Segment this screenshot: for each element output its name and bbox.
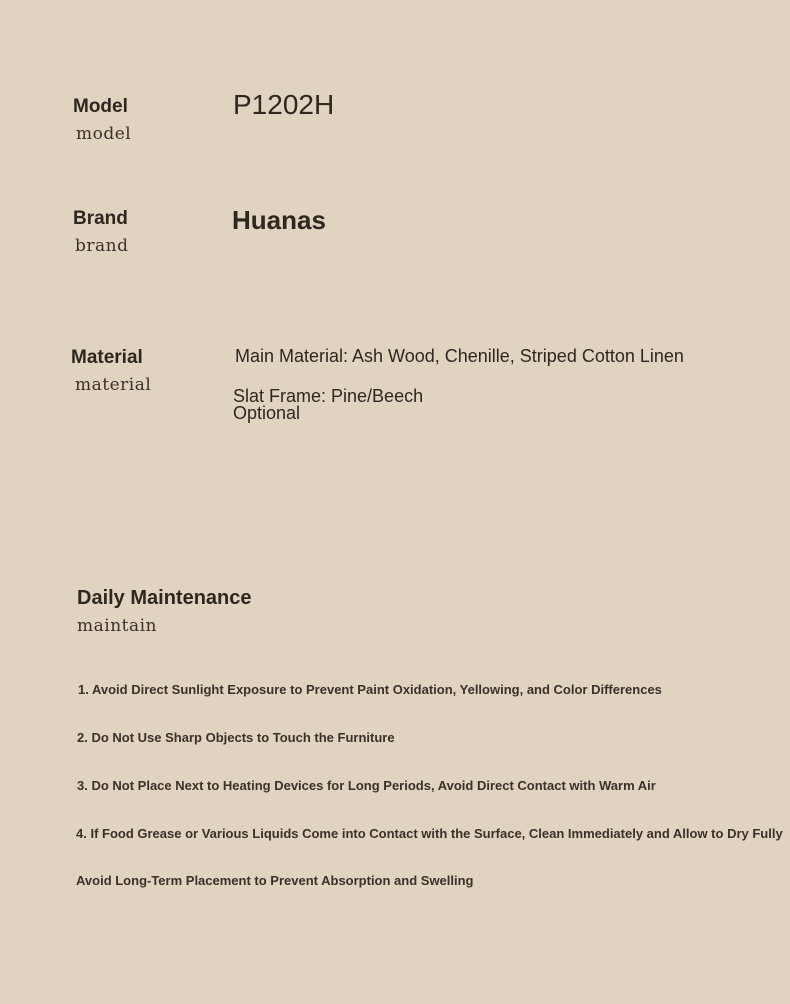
material-slat (233, 388, 423, 422)
maintenance-item-1: 1. Avoid Direct Sunlight Exposure to Prevent Paint Oxidation, Yellowing, and Color Differences (78, 682, 662, 697)
maintenance-item-4: 4. If Food Grease or Various Liquids Come into Contact with the Surface, Clean Immediately and Allow to Dry Fully (76, 826, 783, 841)
brand-label: Brand (73, 208, 128, 229)
maintenance-item-2: 2. Do Not Use Sharp Objects to Touch the Furniture (77, 730, 395, 745)
material-sublabel: material (75, 375, 152, 395)
maintenance-item-3: 3. Do Not Place Next to Heating Devices for Long Periods, Avoid Direct Contact with Warm Air (77, 778, 656, 793)
model-value: P1202H (233, 89, 335, 120)
material-slat-line2: Optional (233, 403, 301, 423)
material-main: Main Material: Ash Wood, Chenille, Striped Cotton Linen (235, 346, 684, 366)
brand-value: Huanas (232, 205, 326, 235)
brand-sublabel: brand (75, 236, 129, 256)
maintenance-item-5: Avoid Long-Term Placement to Prevent Absorption and Swelling (76, 873, 474, 888)
model-label: Model (73, 96, 128, 117)
maintenance-title: Daily Maintenance (77, 587, 252, 609)
maintenance-sublabel: maintain (77, 616, 157, 636)
material-slat-line1: Slat Frame: Pine/Beech (233, 386, 424, 406)
material-label: Material (71, 347, 143, 368)
model-sublabel: model (76, 124, 132, 144)
